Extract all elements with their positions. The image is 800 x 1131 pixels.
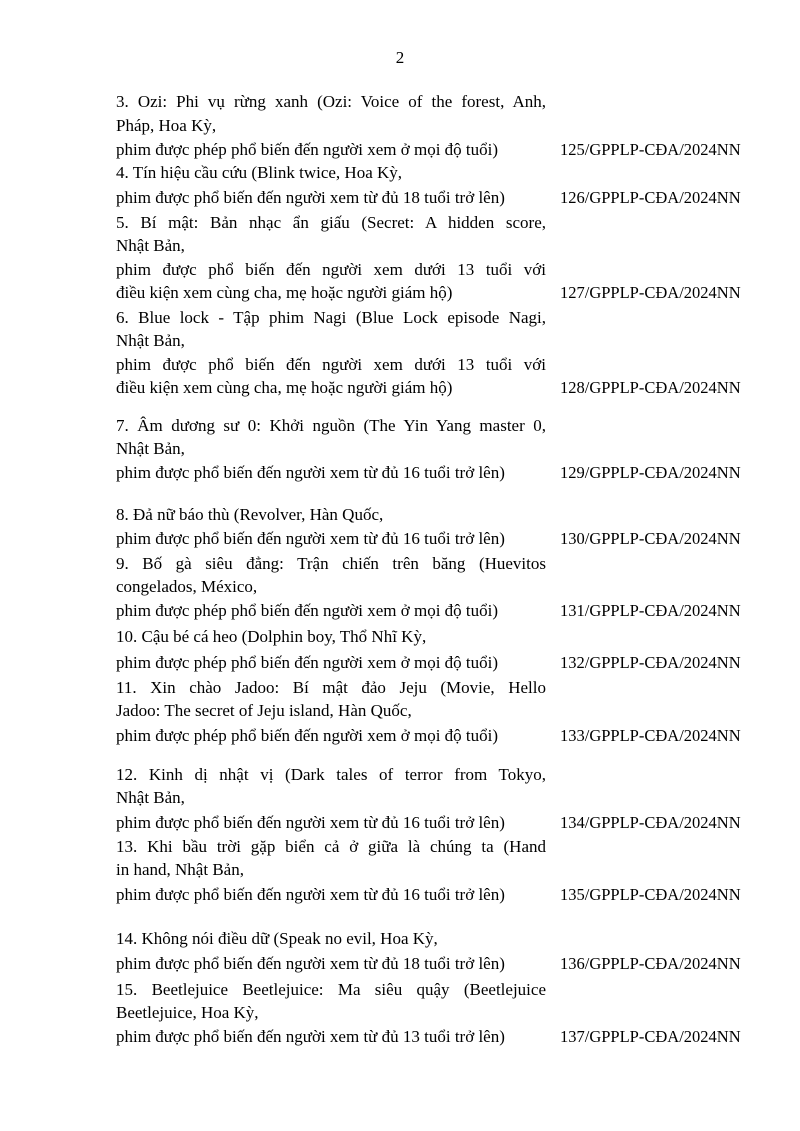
license-code: 134/GPPLP-CĐA/2024NN [560,813,741,832]
license-code: 136/GPPLP-CĐA/2024NN [560,954,741,973]
page-number: 2 [395,48,405,67]
entry-title-line: 8. Đả nữ báo thù (Revolver, Hàn Quốc, [116,505,384,524]
entry-title-line: Pháp, Hoa Kỳ, [116,116,217,135]
entry-rating-line: phim được phổ biến đến người xem dưới 13 tuổi với [116,260,546,279]
entry-title-line: 3. Ozi: Phi vụ rừng xanh (Ozi: Voice of the forest, Anh, [116,92,546,111]
entry-title-line: 15. Beetlejuice Beetlejuice: Ma siêu quậy (Beetlejuice [116,980,546,999]
entry-title-line: 6. Blue lock - Tập phim Nagi (Blue Lock episode Nagi, [116,308,546,327]
license-code: 133/GPPLP-CĐA/2024NN [560,726,741,745]
entry-rating-line: điều kiện xem cùng cha, mẹ hoặc người giám hộ) [116,283,453,302]
entry-title-line: 12. Kinh dị nhật vị (Dark tales of terror from Tokyo, [116,765,546,784]
entry-rating-line: phim được phép phổ biến đến người xem ở mọi độ tuổi) [116,653,499,672]
entry-rating-line: phim được phổ biến đến người xem từ đủ 16 tuổi trở lên) [116,885,505,904]
entry-rating-line: phim được phổ biến đến người xem từ đủ 13 tuổi trở lên) [116,1027,505,1046]
entry-title-line: Jadoo: The secret of Jeju island, Hàn Quốc, [116,701,412,720]
license-code: 129/GPPLP-CĐA/2024NN [560,463,741,482]
entry-title-line: 10. Cậu bé cá heo (Dolphin boy, Thổ Nhĩ Kỳ, [116,627,427,646]
entry-rating-line: phim được phổ biến đến người xem từ đủ 16 tuổi trở lên) [116,529,505,548]
entry-title-line: in hand, Nhật Bản, [116,860,244,879]
entry-title-line: Nhật Bản, [116,439,185,458]
entry-rating-line: điều kiện xem cùng cha, mẹ hoặc người giám hộ) [116,378,453,397]
entry-rating-line: phim được phép phổ biến đến người xem ở mọi độ tuổi) [116,140,499,159]
license-code: 132/GPPLP-CĐA/2024NN [560,653,741,672]
entry-title-line: 13. Khi bầu trời gặp biển cả ở giữa là chúng ta (Hand [116,837,546,856]
entry-title-line: Beetlejuice, Hoa Kỳ, [116,1003,259,1022]
entry-title-line: 11. Xin chào Jadoo: Bí mật đảo Jeju (Movie, Hello [116,678,546,697]
entry-title-line: congelados, México, [116,577,258,596]
entry-title-line: 5. Bí mật: Bản nhạc ẩn giấu (Secret: A hidden score, [116,213,546,232]
license-code: 126/GPPLP-CĐA/2024NN [560,188,741,207]
entry-title-line: Nhật Bản, [116,788,185,807]
license-code: 130/GPPLP-CĐA/2024NN [560,529,741,548]
entry-title-line: 14. Không nói điều dữ (Speak no evil, Hoa Kỳ, [116,929,438,948]
entry-rating-line: phim được phổ biến đến người xem dưới 13 tuổi với [116,355,546,374]
license-code: 135/GPPLP-CĐA/2024NN [560,885,741,904]
entry-title-line: Nhật Bản, [116,331,185,350]
entry-rating-line: phim được phép phổ biến đến người xem ở mọi độ tuổi) [116,601,499,620]
entry-title-line: 9. Bố gà siêu đẳng: Trận chiến trên băng (Huevitos [116,554,546,573]
entry-rating-line: phim được phổ biến đến người xem từ đủ 16 tuổi trở lên) [116,813,505,832]
entry-title-line: 7. Âm dương sư 0: Khởi nguồn (The Yin Yang master 0, [116,416,546,435]
entry-rating-line: phim được phổ biến đến người xem từ đủ 16 tuổi trở lên) [116,463,505,482]
license-code: 128/GPPLP-CĐA/2024NN [560,378,741,397]
entry-title-line: Nhật Bản, [116,236,185,255]
entry-rating-line: phim được phép phổ biến đến người xem ở mọi độ tuổi) [116,726,499,745]
license-code: 137/GPPLP-CĐA/2024NN [560,1027,741,1046]
license-code: 131/GPPLP-CĐA/2024NN [560,601,741,620]
entry-rating-line: phim được phổ biến đến người xem từ đủ 18 tuổi trở lên) [116,188,505,207]
license-code: 125/GPPLP-CĐA/2024NN [560,140,741,159]
entry-title-line: 4. Tín hiệu cầu cứu (Blink twice, Hoa Kỳ, [116,163,403,182]
license-code: 127/GPPLP-CĐA/2024NN [560,283,741,302]
entry-rating-line: phim được phổ biến đến người xem từ đủ 18 tuổi trở lên) [116,954,505,973]
